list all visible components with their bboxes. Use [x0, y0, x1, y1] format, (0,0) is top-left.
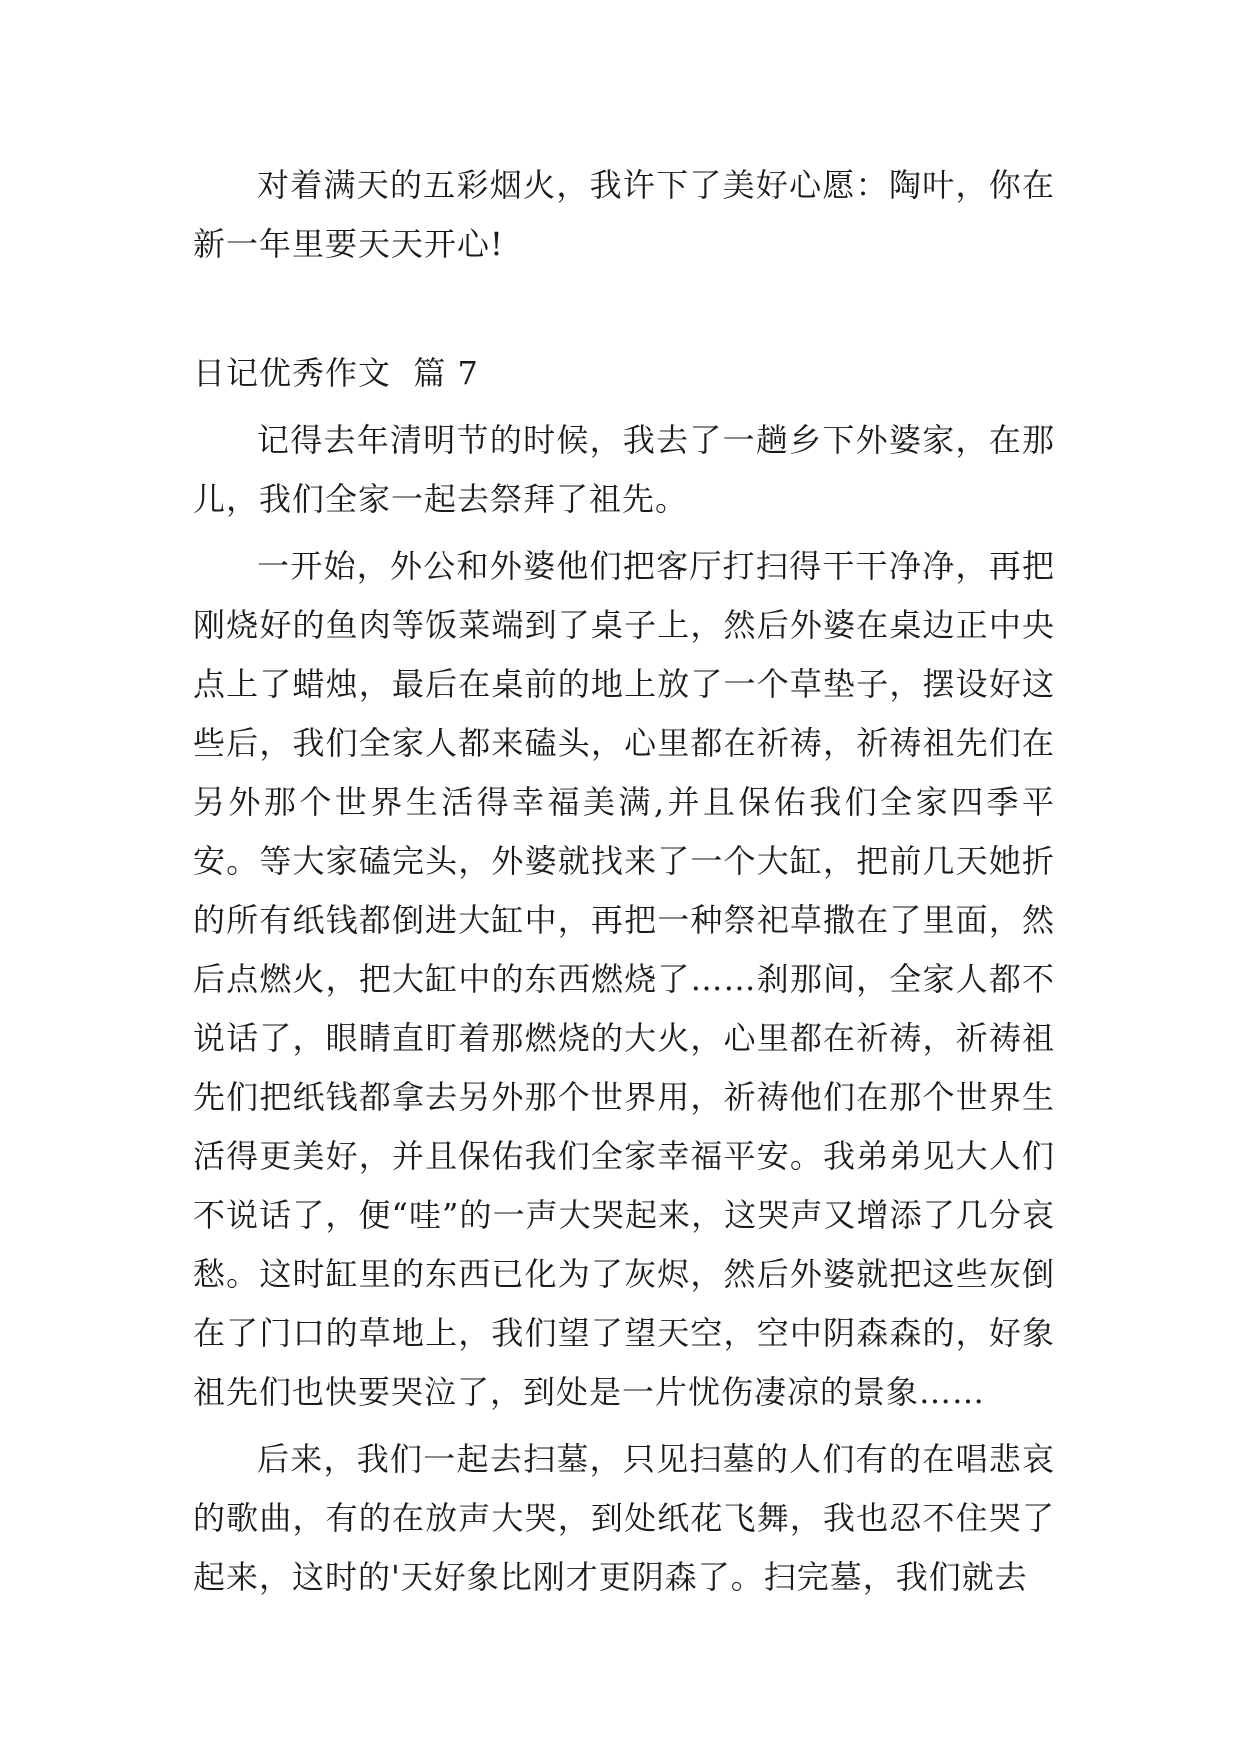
- paragraph: 一开始，外公和外婆他们把客厅打扫得干干净净，再把刚烧好的鱼肉等饭菜端到了桌子上，然后外婆在桌边正中央点上了蜡烛，最后在桌前的地上放了一个草垫子，摆设好这些后，我们全家人都来磕头，心里都在祈祷，祈祷祖先们在另外那个世界生活得幸福美满,并且保佑我们全家四季平安。等大家磕完头，外婆就找来了一个大缸，把前几天她折的所有纸钱都倒进大缸中，再把一种祭祀草撒在了里面，然后点燃火，把大缸中的东西燃烧了……刹那间，全家人都不说话了，眼睛直盯着那燃烧的大火，心里都在祈祷，祈祷祖先们把纸钱都拿去另外那个世界用，祈祷他们在那个世界生活得更美好，并且保佑我们全家幸福平安。我弟弟见大人们不说话了，便“哇”的一声大哭起来，这哭声又增添了几分哀愁。这时缸里的东西已化为了灰烬，然后外婆就把这些灰倒在了门口的草地上，我们望了望天空，空中阴森森的，好象祖先们也快要哭泣了，到处是一片忧伤凄凉的景象……: [193, 547, 1055, 1411]
- paragraph: 记得去年清明节的时候，我去了一趟乡下外婆家，在那儿，我们全家一起去祭拜了祖先。: [193, 421, 1055, 518]
- document-body: [193, 156, 1055, 1607]
- intro-paragraph: 对着满天的五彩烟火，我许下了美好心愿：陶叶，你在新一年里要天天开心!: [193, 166, 1055, 263]
- section-title: 日记优秀作文 篇 7: [193, 354, 479, 392]
- paragraph: 后来，我们一起去扫墓，只见扫墓的人们有的在唱悲哀的歌曲，有的在放声大哭，到处纸花飞舞，我也忍不住哭了起来，这时的'天好象比刚才更阴森了。扫完墓，我们就去: [193, 1440, 1055, 1596]
